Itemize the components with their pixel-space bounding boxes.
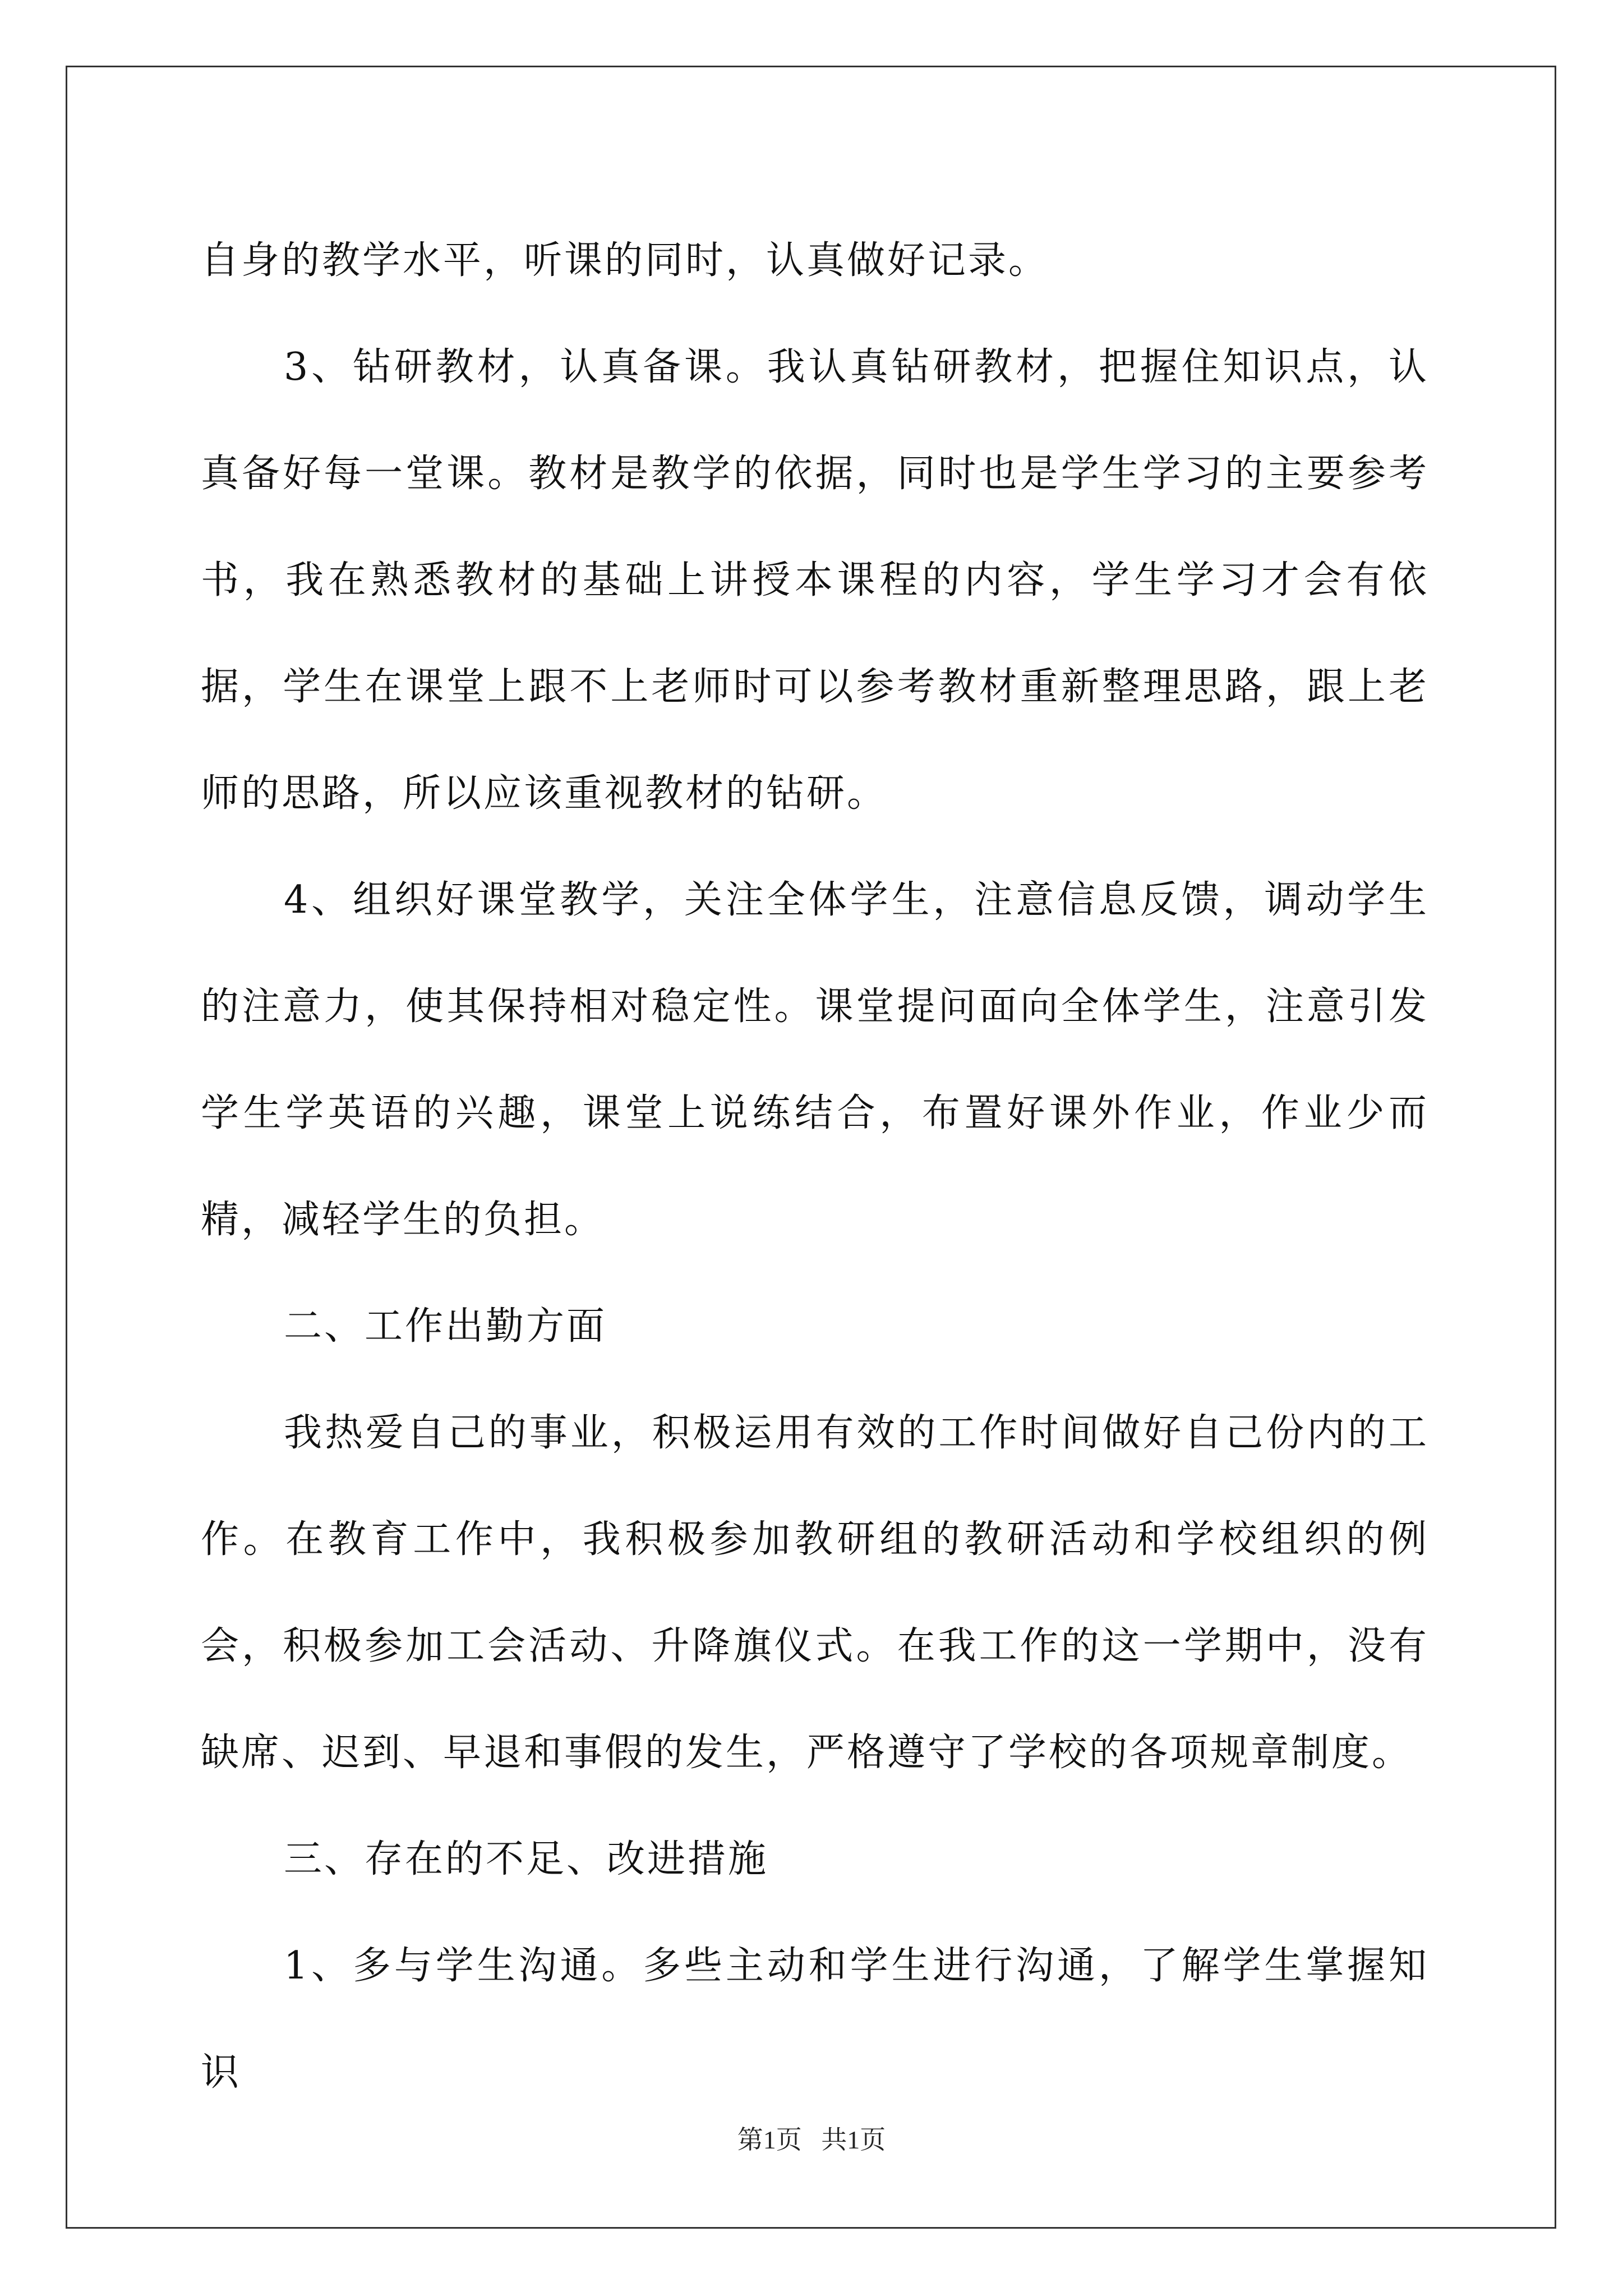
document-body xyxy=(201,208,1429,2126)
paragraph-3: 4、组织好课堂教学，关注全体学生，注意信息反馈，调动学生的注意力，使其保持相对稳定性。课堂提问面向全体学生，注意引发学生学英语的兴趣，课堂上说练结合，布置好课外作业，作业少而精，减轻学生的负担。 xyxy=(201,878,1429,1242)
section-heading-improvements: 三、存在的不足、改进措施 xyxy=(284,1837,769,1881)
section-heading-attendance: 二、工作出勤方面 xyxy=(284,1304,607,1349)
paragraph-5: 1、多与学生沟通。多些主动和学生进行沟通，了解学生掌握知识 xyxy=(201,1944,1429,2095)
page-footer: 第1页 共1页 xyxy=(737,2125,886,2154)
paragraph-1: 自身的教学水平，听课的同时，认真做好记录。 xyxy=(201,238,1049,283)
paragraph-2: 3、钻研教材，认真备课。我认真钻研教材，把握住知识点，认真备好每一堂课。教材是教学的依据，同时也是学生学习的主要参考书，我在熟悉教材的基础上讲授本课程的内容，学生学习才会有依据，学生在课堂上跟不上老师时可以参考教材重新整理思路，跟上老师的思路，所以应该重视教材的钻研。 xyxy=(201,345,1429,816)
paragraph-4: 我热爱自己的事业，积极运用有效的工作时间做好自己份内的工作。在教育工作中，我积极参加教研组的教研活动和学校组织的例会，积极参加工会活动、升降旗仪式。在我工作的这一学期中，没有缺席、迟到、早退和事假的发生，严格遵守了学校的各项规章制度。 xyxy=(201,1411,1429,1775)
